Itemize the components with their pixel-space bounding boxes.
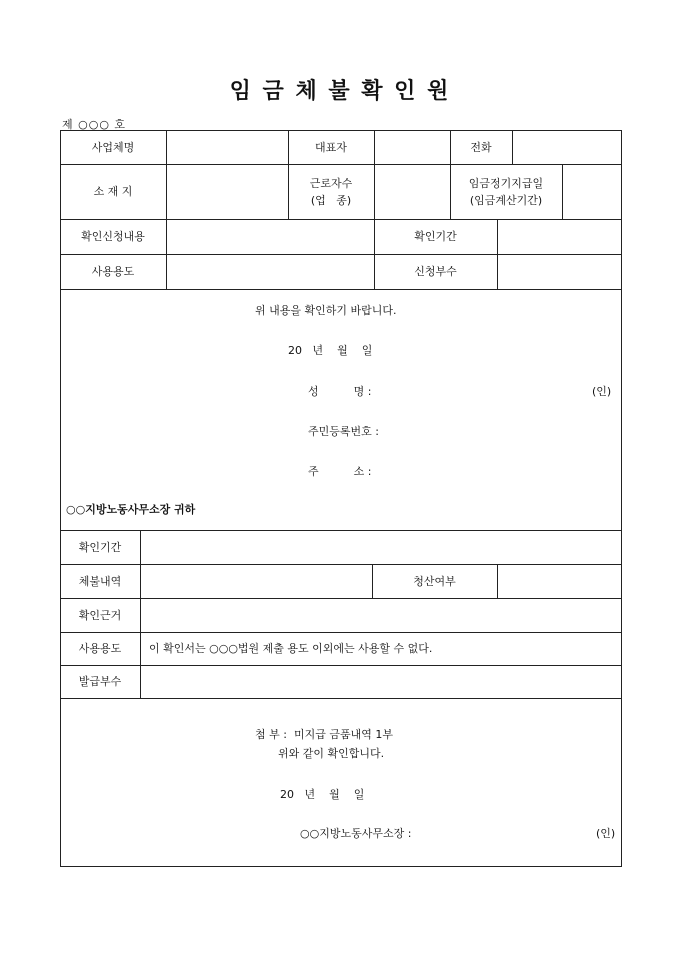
- location-label: 소 재 지: [93, 185, 133, 198]
- pay-date-label: [450, 164, 562, 219]
- address-label: 주 소 :: [308, 465, 372, 478]
- office-seal: (인): [596, 827, 616, 840]
- location-field[interactable]: [167, 164, 288, 219]
- confirm-period-label-bottom: 확인기간: [78, 540, 122, 554]
- worker-count-label: [288, 164, 374, 219]
- applicant-seal: (인): [592, 385, 612, 398]
- usage-restriction-text: 이 확인서는 ○○○법원 제출 용도 이외에는 사용할 수 없다.: [149, 642, 433, 655]
- request-copies-label: 신청부수: [414, 265, 457, 278]
- applicant-name-label: 성 명 :: [308, 385, 372, 398]
- request-content-field[interactable]: [167, 219, 374, 254]
- business-name-field[interactable]: [167, 130, 288, 164]
- pay-date-label-line1: 임금정기지급일: [468, 176, 544, 190]
- arrears-field[interactable]: [141, 564, 372, 598]
- addressee: ○○지방노동사무소장 귀하: [66, 503, 196, 516]
- settlement-field[interactable]: [498, 564, 620, 598]
- confirm-period-label-top: 확인기간: [414, 230, 457, 243]
- representative-field[interactable]: [375, 130, 450, 164]
- request-date-line: 20 년 월 일: [288, 344, 373, 357]
- representative-label: 대표자: [315, 140, 347, 154]
- basis-label: 확인근거: [78, 608, 122, 622]
- issue-copies-label: 발급부수: [78, 675, 122, 688]
- confirm-period-field-top[interactable]: [498, 219, 620, 254]
- confirm-statement: 위와 같이 확인합니다.: [278, 747, 385, 760]
- office-label: ○○지방노동사무소장 :: [300, 827, 412, 840]
- usage-label-top: 사용용도: [91, 265, 135, 278]
- issue-copies-field[interactable]: [141, 665, 620, 698]
- settlement-label: 청산여부: [413, 574, 456, 588]
- pay-date-label-line2: (임금계산기간): [469, 193, 543, 207]
- request-content-label: 확인신청내용: [81, 230, 145, 243]
- phone-field[interactable]: [513, 130, 620, 164]
- request-copies-field[interactable]: [498, 254, 620, 289]
- request-statement: 위 내용을 확인하기 바랍니다.: [255, 304, 397, 317]
- usage-field-top[interactable]: [167, 254, 374, 289]
- basis-field[interactable]: [141, 598, 620, 632]
- pay-date-field[interactable]: [563, 164, 620, 219]
- phone-label: 전화: [470, 140, 492, 154]
- worker-count-label-line1: 근로자수: [309, 176, 353, 190]
- row-divider: [60, 289, 621, 290]
- row-divider: [60, 698, 621, 699]
- footer-date-line: 20 년 월 일: [280, 788, 365, 801]
- worker-count-label-line2: (업 종): [310, 193, 352, 207]
- worker-count-field[interactable]: [375, 164, 450, 219]
- usage-label-bottom: 사용용도: [78, 642, 122, 655]
- id-number-label: 주민등록번호 :: [308, 425, 379, 438]
- confirm-period-field-bottom[interactable]: [141, 530, 620, 564]
- arrears-label: 체불내역: [78, 574, 122, 588]
- attachment-line: 첨 부 : 미지급 금품내역 1부: [255, 728, 393, 741]
- document-number: 제 ○○○ 호: [62, 118, 127, 131]
- page-title: 임 금 체 불 확 인 원: [229, 78, 451, 104]
- business-name-label: 사업체명: [91, 140, 135, 154]
